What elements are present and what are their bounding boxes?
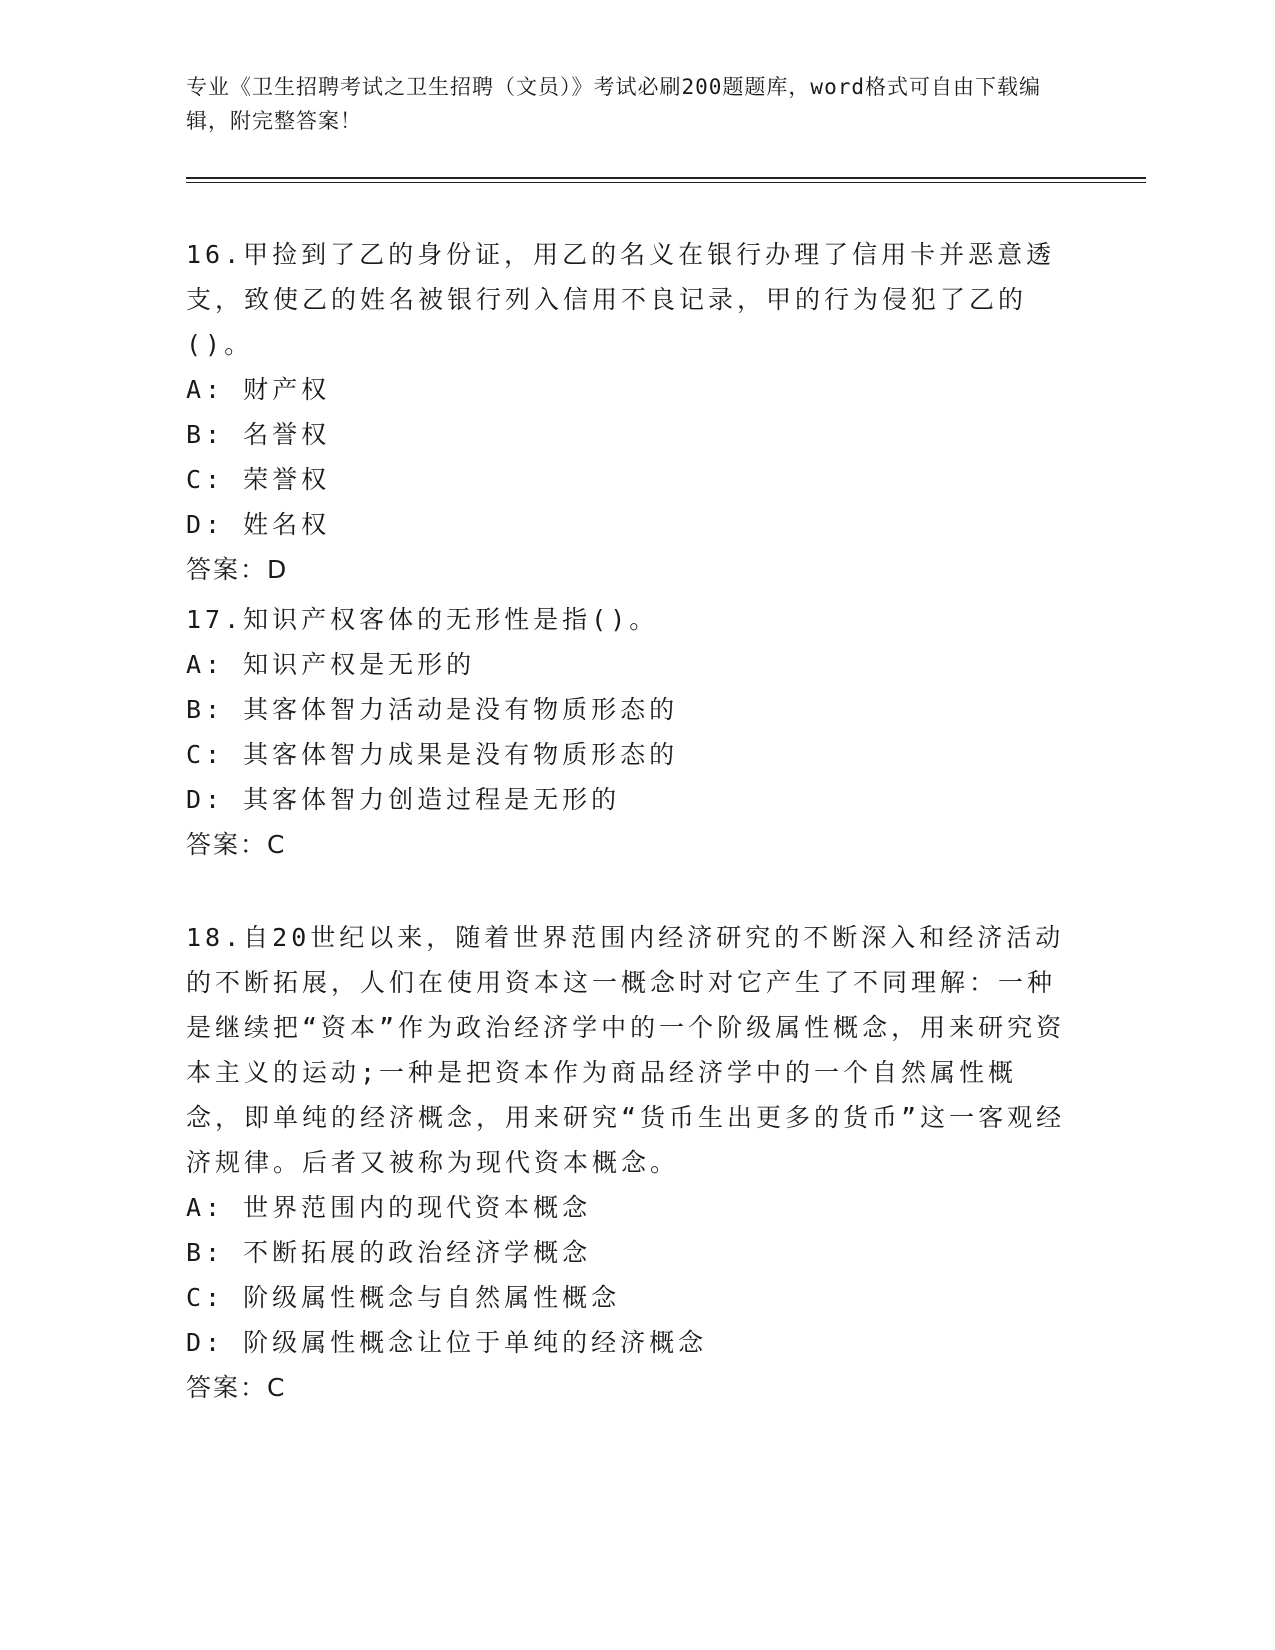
header-divider-thin — [186, 182, 1146, 183]
question-16 — [186, 232, 1066, 592]
option-b: B: 名誉权 — [186, 420, 331, 449]
option-a: A: 知识产权是无形的 — [186, 650, 476, 679]
option-b: B: 不断拓展的政治经济学概念 — [186, 1238, 592, 1267]
option-a: A: 世界范围内的现代资本概念 — [186, 1193, 592, 1222]
option-c: C: 阶级属性概念与自然属性概念 — [186, 1283, 621, 1312]
question-17 — [186, 597, 1066, 867]
question-stem: 17.知识产权客体的无形性是指()。 — [186, 605, 659, 634]
answer: 答案：C — [186, 1373, 287, 1402]
option-d: D: 姓名权 — [186, 510, 331, 539]
option-c: C: 其客体智力成果是没有物质形态的 — [186, 740, 679, 769]
question-stem: 18.自20世纪以来，随着世界范围内经济研究的不断深入和经济活动的不断拓展，人们在使用资本这一概念时对它产生了不同理解：一种是继续把“资本”作为政治经济学中的一个阶级属性概念，用来研究资本主义的运动;一种是把资本作为商品经济学中的一个自然属性概念，即单纯的经济概念，用来研究“货币生出更多的货币”这一客观经济规律。后者又被称为现代资本概念。 — [186, 923, 1066, 1177]
option-d: D: 其客体智力创造过程是无形的 — [186, 785, 621, 814]
question-18 — [186, 915, 1066, 1410]
answer: 答案：C — [186, 830, 287, 859]
option-c: C: 荣誉权 — [186, 465, 331, 494]
question-stem: 16.甲捡到了乙的身份证，用乙的名义在银行办理了信用卡并恶意透支，致使乙的姓名被银行列入信用不良记录，甲的行为侵犯了乙的()。 — [186, 240, 1056, 359]
option-d: D: 阶级属性概念让位于单纯的经济概念 — [186, 1328, 708, 1357]
option-a: A: 财产权 — [186, 375, 331, 404]
document-header: 专业《卫生招聘考试之卫生招聘（文员）》考试必刷200题题库，word格式可自由下载编辑，附完整答案！ — [186, 75, 1041, 133]
option-b: B: 其客体智力活动是没有物质形态的 — [186, 695, 679, 724]
answer: 答案：D — [186, 555, 289, 584]
header-divider-thick — [186, 177, 1146, 179]
